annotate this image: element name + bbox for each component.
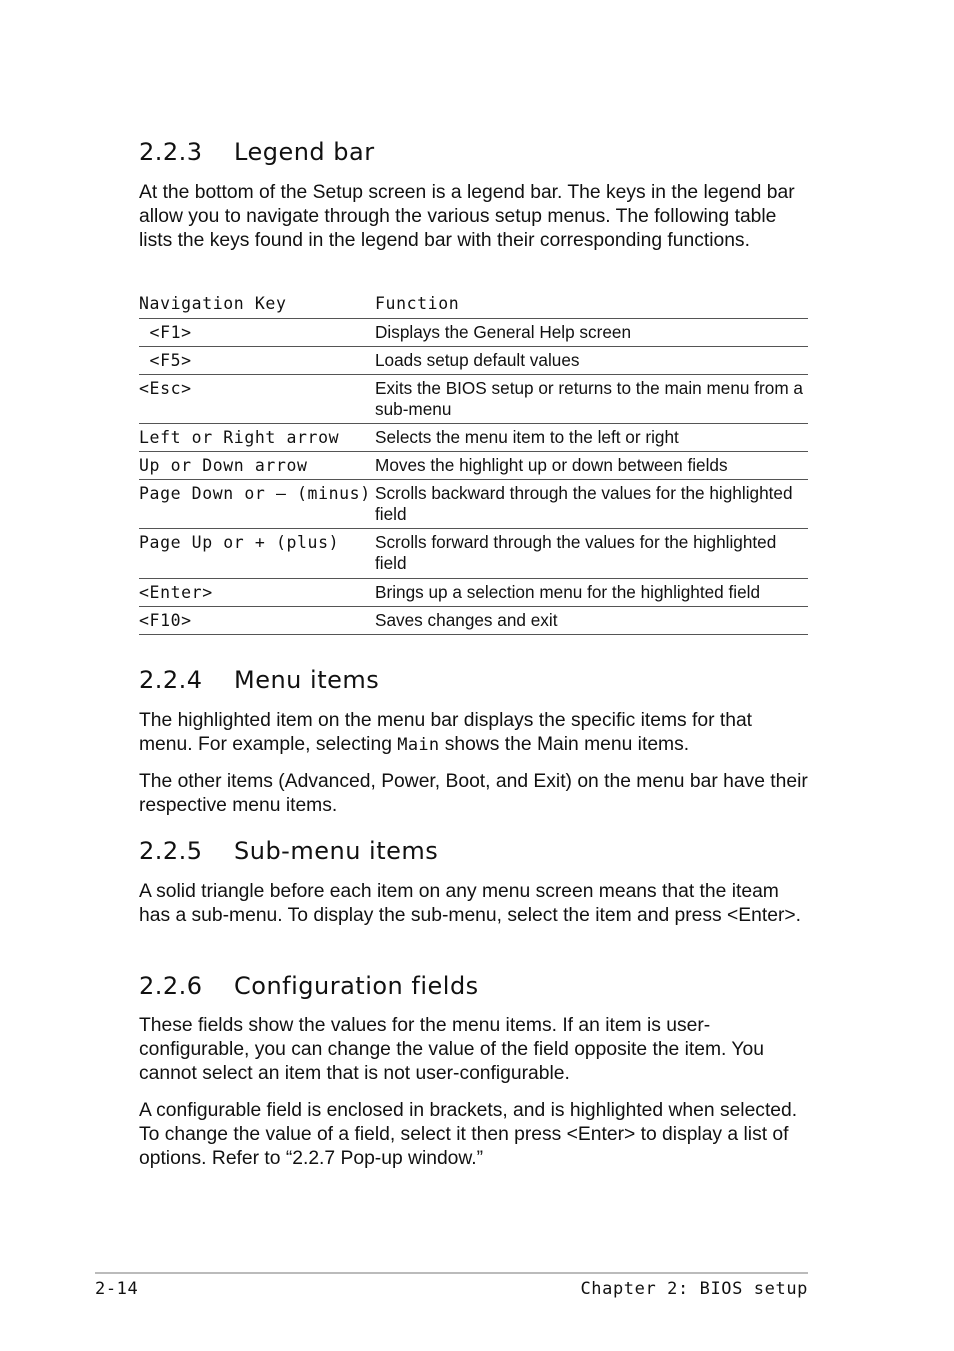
- row-key: Page Down or – (minus): [139, 484, 371, 503]
- section-title: Sub-menu items: [234, 837, 439, 865]
- table-row: [139, 375, 808, 424]
- table-row: [139, 607, 808, 635]
- row-function: Moves the highlight up or down between fields: [375, 455, 728, 475]
- section-title: Menu items: [234, 666, 380, 694]
- text-run: shows the Main menu items.: [439, 734, 690, 756]
- section-number: 2.2.5: [139, 837, 203, 865]
- row-function: Saves changes and exit: [375, 610, 558, 630]
- row-function: Brings up a selection menu for the highlighted field: [375, 582, 761, 602]
- row-function: Loads setup default values: [375, 350, 580, 370]
- key-main: Main: [397, 735, 440, 756]
- legend-table: [139, 293, 808, 635]
- page-number: 2-14: [95, 1279, 139, 1299]
- sub-menu-items-paragraph: A solid triangle before each item on any menu screen means that the iteam has a sub-menu. To display the sub-menu, select the item and press <Enter>.: [139, 881, 802, 927]
- row-key: <F5>: [139, 351, 192, 370]
- section-heading-sub-menu-items: [139, 837, 438, 865]
- table-row: [139, 319, 808, 347]
- row-function: Selects the menu item to the left or right: [375, 427, 679, 447]
- section-heading-legend-bar: [139, 138, 375, 166]
- table-header: [139, 293, 808, 319]
- chapter-title: Chapter 2: BIOS setup: [580, 1279, 808, 1299]
- section-number: 2.2.6: [139, 972, 203, 1000]
- table-row: [139, 480, 808, 529]
- row-function: Exits the BIOS setup or returns to the main menu from a sub-menu: [375, 378, 803, 419]
- header-navigation-key: Navigation Key: [139, 294, 287, 313]
- configuration-fields-paragraph-1: These fields show the values for the menu items. If an item is user-configurable, you can change the value of the field opposite the item. You cannot select an item that is not user-configurable.: [139, 1015, 764, 1085]
- row-key: Page Up or + (plus): [139, 533, 340, 552]
- section-number: 2.2.3: [139, 138, 203, 166]
- section-number: 2.2.4: [139, 666, 203, 694]
- row-key: <Esc>: [139, 379, 192, 398]
- row-function: Displays the General Help screen: [375, 322, 632, 342]
- row-key: <Enter>: [139, 583, 213, 602]
- table-row: [139, 424, 808, 452]
- footer-rule: [95, 1272, 808, 1274]
- menu-items-paragraph-1: [139, 709, 808, 757]
- header-function: Function: [375, 294, 460, 313]
- row-key: Up or Down arrow: [139, 456, 308, 475]
- row-function: Scrolls forward through the values for the highlighted field: [375, 532, 777, 573]
- text-run: The highlighted item on the menu bar displays the specific items for that menu. For example, selecting: [139, 710, 753, 756]
- table-row: [139, 452, 808, 480]
- row-key: <F1>: [139, 323, 192, 342]
- configuration-fields-paragraph-2: A configurable field is enclosed in brackets, and is highlighted when selected. To change the value of a field, select it then press <Enter> to display a list of options. Refer to “2.2.7 Pop-up window.”: [139, 1100, 798, 1170]
- table-row: [139, 529, 808, 579]
- row-key: Left or Right arrow: [139, 428, 340, 447]
- section-title: Legend bar: [234, 138, 375, 166]
- table-row: [139, 579, 808, 607]
- section-heading-configuration-fields: [139, 972, 479, 1000]
- row-function: Scrolls backward through the values for the highlighted field: [375, 483, 793, 524]
- table-row: [139, 347, 808, 375]
- row-key: <F10>: [139, 611, 192, 630]
- section-heading-menu-items: [139, 666, 379, 694]
- section-title: Configuration fields: [234, 972, 479, 1000]
- menu-items-paragraph-2: The other items (Advanced, Power, Boot, and Exit) on the menu bar have their respective menu items.: [139, 771, 808, 817]
- legend-bar-paragraph: At the bottom of the Setup screen is a legend bar. The keys in the legend bar allow you to navigate through the various setup menus. The following table lists the keys found in the legend bar with their corresponding functions.: [139, 182, 795, 252]
